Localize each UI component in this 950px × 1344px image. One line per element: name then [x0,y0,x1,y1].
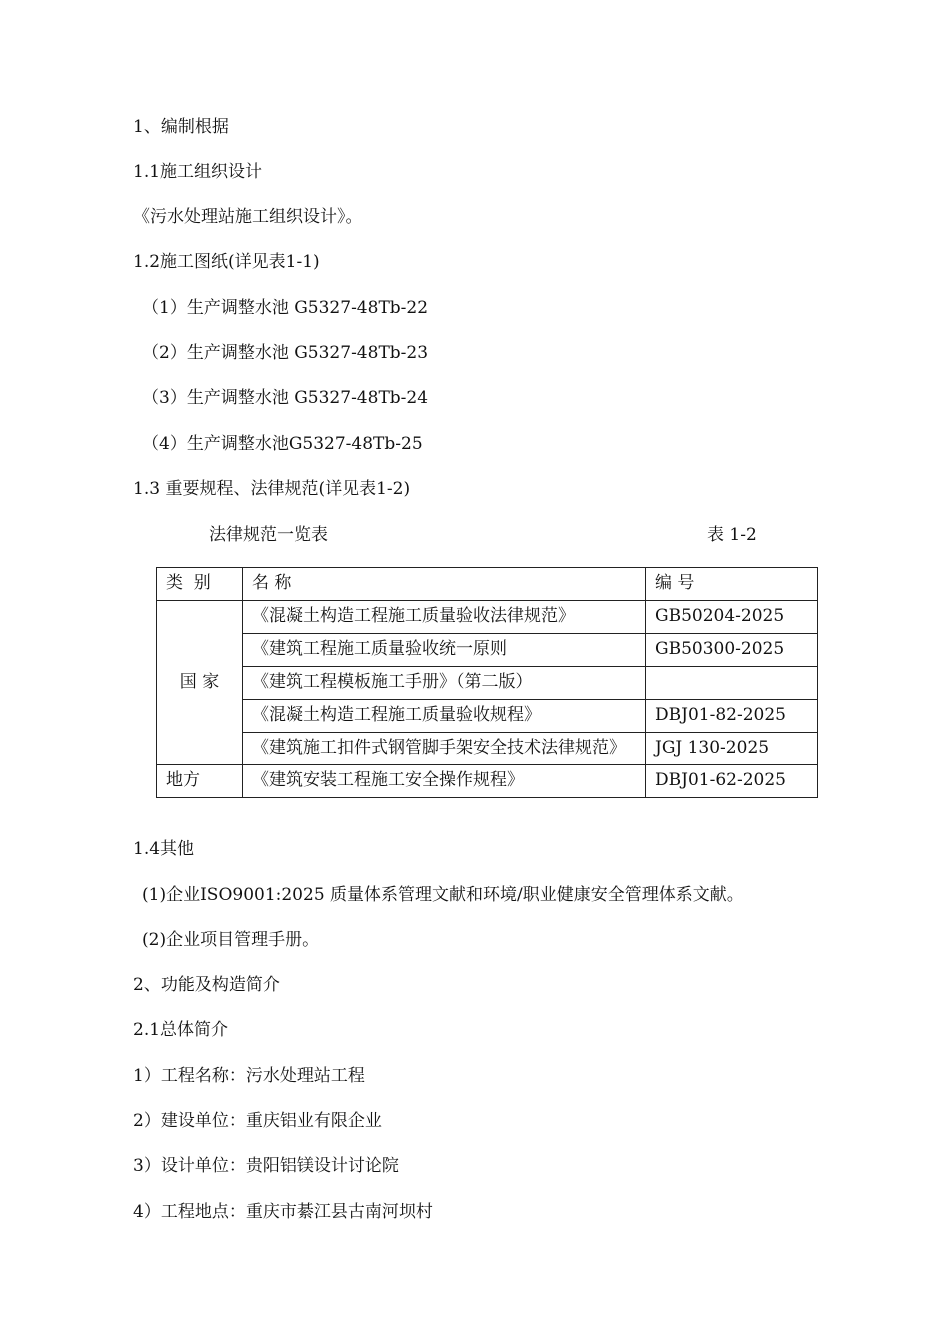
header-cell: 编 号 [646,568,818,601]
table-number: 表 1-2 [707,525,757,545]
table-header-row [157,568,818,601]
code-cell: DBJ01-62-2025 [646,765,818,798]
subsection-heading: 1.1施工组织设计 [133,162,263,182]
subsection-heading: 1.4其他 [133,839,195,859]
table-row [157,700,818,733]
regulations-table [156,567,818,798]
list-item: 1）工程名称：污水处理站工程 [133,1066,365,1086]
list-item: （3）生产调整水池 G5327-48Tb-24 [142,388,429,408]
name-cell: 《建筑工程模板施工手册》（第二版） [243,667,646,700]
list-item: (2)企业项目管理手册。 [142,930,320,950]
code-cell: GB50300-2025 [646,634,818,667]
name-cell: 《建筑安装工程施工安全操作规程》 [243,765,646,798]
list-item: （2）生产调整水池 G5327-48Tb-23 [142,343,429,363]
list-item: (1)企业ISO9001:2025 质量体系管理文献和环境/职业健康安全管理体系文献。 [142,885,744,905]
category-cell: 国 家 [157,601,243,765]
code-cell [646,667,818,700]
table-caption: 法律规范一览表 [209,525,328,545]
code-cell: JGJ 130-2025 [646,733,818,765]
code-cell: GB50204-2025 [646,601,818,634]
header-cell: 名 称 [243,568,646,601]
list-item: （4）生产调整水池G5327-48Tb-25 [142,434,423,454]
list-item: 4）工程地点：重庆市綦江县古南河坝村 [133,1202,433,1222]
paragraph: 《污水处理站施工组织设计》。 [133,207,363,227]
name-cell: 《混凝土构造工程施工质量验收法律规范》 [243,601,646,634]
name-cell: 《混凝土构造工程施工质量验收规程》 [243,700,646,733]
list-item: 2）建设单位：重庆铝业有限企业 [133,1111,382,1131]
table-row [157,667,818,700]
section-heading: 2、功能及构造简介 [133,975,280,995]
subsection-heading: 1.2施工图纸(详见表1-1) [133,252,320,272]
table-row [157,733,818,765]
table-row [157,765,818,798]
section-heading: 1、编制根据 [133,117,229,137]
list-item: （1）生产调整水池 G5327-48Tb-22 [142,298,429,318]
table-row [157,634,818,667]
name-cell: 《建筑施工扣件式钢管脚手架安全技术法律规范》 [243,733,646,765]
name-cell: 《建筑工程施工质量验收统一原则 [243,634,646,667]
subsection-heading: 2.1总体简介 [133,1020,229,1040]
list-item: 3）设计单位：贵阳铝镁设计讨论院 [133,1156,399,1176]
header-cell: 类 别 [157,568,243,601]
category-cell: 地方 [157,765,243,798]
code-cell: DBJ01-82-2025 [646,700,818,733]
table-row [157,601,818,634]
subsection-heading: 1.3 重要规程、法律规范(详见表1-2) [133,479,411,499]
